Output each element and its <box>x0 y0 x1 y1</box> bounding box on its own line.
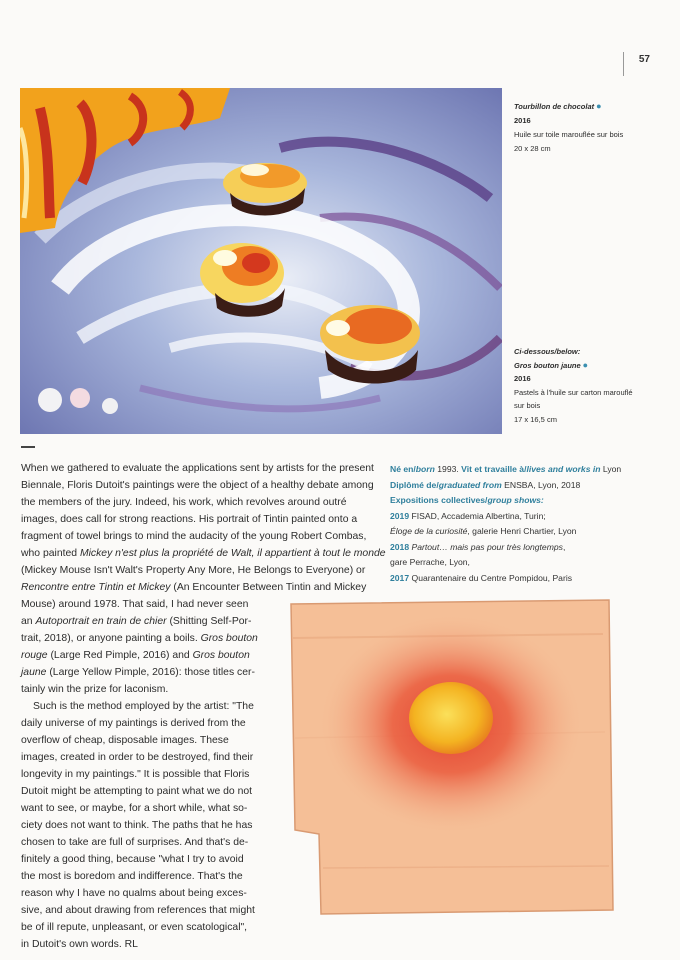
caption-below <box>514 345 634 426</box>
bio-show-item: 2018 Partout… mais pas pour très longtemps, <box>390 541 566 552</box>
article-line: fragment of towel brings to mind the audacity of the young Robert Combas, <box>21 531 367 542</box>
caption-below-intro: Ci-dessous/below: <box>514 347 581 356</box>
bio-born-line: Né en/born 1993. Vit et travaille à/lives and works in Lyon <box>390 464 622 474</box>
article-line: finitely a good thing, because "what I try to avoid <box>21 854 244 865</box>
article-line: Such is the method employed by the artist: "The <box>33 701 254 712</box>
article-line: Mouse) around 1978. That said, I had never seen <box>21 599 249 610</box>
article-line: overflow of cheap, disposable images. These <box>21 735 229 746</box>
bio-show-item: 2017 Quarantenaire du Centre Pompidou, Paris <box>390 572 573 583</box>
article-line: an Autoportrait en train de chier (Shitting Self-Por- <box>21 616 252 627</box>
caption-top-medium: Huile sur toile marouflée sur bois <box>514 130 624 139</box>
blue-dot-icon: ● <box>582 359 589 370</box>
article-line: who painted Mickey n'est plus la propriété de Walt, il appartient à tout le monde <box>21 548 386 559</box>
article-line: the members of the jury. Indeed, his work, which revolves around outré <box>21 497 347 508</box>
painting-tourbillon-artwork <box>20 88 502 434</box>
bio-diploma-line: Diplômé de/graduated from ENSBA, Lyon, 2018 <box>390 479 581 490</box>
bio-show-item: Éloge de la curiosité, galerie Henri Chartier, Lyon <box>390 526 577 536</box>
blue-dot-icon: ● <box>596 101 602 111</box>
caption-below-medium-2: sur bois <box>514 401 541 410</box>
page-rule <box>623 52 624 76</box>
article-line: Rencontre entre Tintin et Mickey (An Encounter Between Tintin and Mickey <box>21 582 367 593</box>
article-line: want to see, or maybe, for a short while, what so- <box>21 803 248 814</box>
article-line: trait, 2018), or anyone painting a boils. Gros bouton <box>21 633 258 644</box>
article-line: longevity in my paintings." It is possible that Floris <box>21 769 250 780</box>
article-line: rouge (Large Red Pimple, 2016) and Gros bouton <box>21 650 250 661</box>
artist-bio <box>390 462 670 586</box>
article-line: the most is boredom and indifference. That's the <box>21 871 243 882</box>
caption-top-dimensions: 20 x 28 cm <box>514 144 551 153</box>
caption-top <box>514 99 634 156</box>
short-rule <box>21 446 35 448</box>
article-line: Dutoit might be attempting to paint what we do not <box>21 786 253 797</box>
page-number: 57 <box>638 54 650 65</box>
painting-gros-bouton-artwork <box>283 598 615 916</box>
bio-show-item: 2019 FISAD, Accademia Albertina, Turin; <box>390 510 546 521</box>
article-line: Biennale, Floris Dutoit's paintings were the object of a healthy debate among <box>21 480 374 491</box>
article-line: images, does call for strong reactions. His portrait of Tintin painted onto a <box>21 514 358 525</box>
caption-below-medium-1: Pastels à l'huile sur carton marouflé <box>514 387 633 397</box>
article-line: jaune (Large Yellow Pimple, 2016): those titles cer- <box>21 667 255 678</box>
article-line: chosen to take are full of surprises. And that's de- <box>21 837 249 848</box>
article-line: sive, and about drawing from references that might <box>21 905 255 916</box>
caption-below-dimensions: 17 x 16,5 cm <box>514 414 557 424</box>
article-line: reason why I have no qualms about being exces- <box>21 888 247 899</box>
article-line: in Dutoit's own words. RL <box>21 939 138 950</box>
caption-top-year: 2016 <box>514 116 531 125</box>
article-line: ciety does not want to think. The paths that he has <box>21 820 253 831</box>
article-line: daily universe of my paintings is derived from the <box>21 718 246 729</box>
article-line: (Mickey Mouse Isn't Walt's Property Any More, He Belongs to Everyone) or <box>21 565 366 576</box>
painting-gros-bouton-jaune <box>283 598 615 916</box>
caption-below-year: 2016 <box>514 374 531 383</box>
bio-group-label: Expositions collectives/group shows: <box>390 495 544 505</box>
article-line: images, created in order to be destroyed, find their <box>21 752 254 763</box>
bio-show-item: gare Perrache, Lyon, <box>390 557 470 567</box>
caption-below-title: Gros bouton jaune <box>514 360 581 370</box>
article-line: tainly win the prize for laconism. <box>21 684 169 695</box>
painting-tourbillon-de-chocolat <box>20 88 502 434</box>
article-line: be of ill repute, unpleasant, or even scatological", <box>21 922 248 933</box>
article-line: When we gathered to evaluate the applications sent by artists for the present <box>21 463 374 474</box>
caption-top-title: Tourbillon de chocolat <box>514 102 595 111</box>
